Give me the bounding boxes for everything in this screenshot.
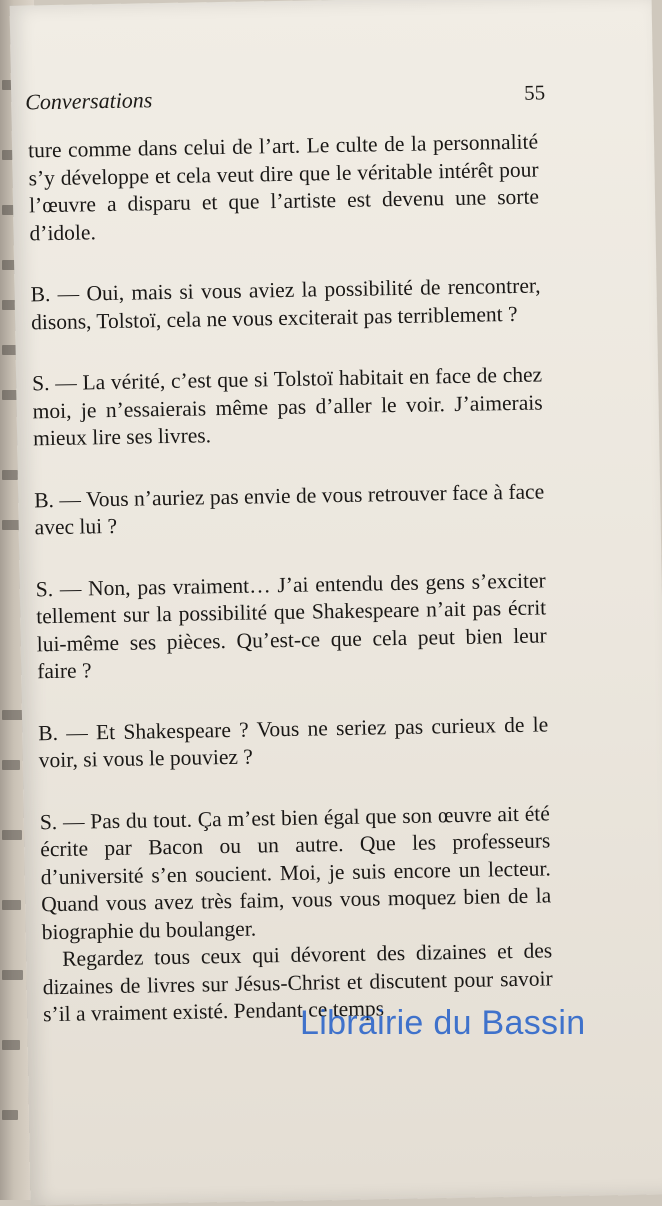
- edge-text-mark: [2, 1040, 20, 1050]
- edge-text-mark: [2, 1110, 18, 1120]
- edge-text-mark: [2, 710, 24, 720]
- paragraph-1: ture comme dans celui de l’art. Le culte de la personnalité s’y développe et cela veut dire que le véritable intérêt pour l’œuvre a disparu et que l’artiste est devenu une sorte d’idole.: [27, 129, 540, 245]
- page-header: [25, 80, 546, 123]
- paragraph-8: Regardez tous ceux qui dévorent des dizaines et des dizaines de livres sur Jésus-Christ et discutent pour savoir s’il a vraiment existé. Pendant ce temps: [42, 938, 553, 1027]
- paragraph-5: S. — Non, pas vraiment… J’ai entendu des gens s’exciter tellement sur la possibilité que Shakespeare n’ait pas écrit lui-même ses pièces. Qu’est-ce que cela peut bien leur faire ?: [35, 567, 547, 684]
- watermark-text: Librairie du Bassin: [300, 1004, 586, 1042]
- paragraph-3: S. — La vérité, c’est que si Tolstoï habitait en face de chez moi, je n’essaierais même pas d’aller le voir. J’aimerais mieux lire ses livres.: [31, 362, 543, 451]
- paragraph-2: B. — Oui, mais si vous aviez la possibilité de rencontrer, disons, Tolstoï, cela ne vous exciterait pas terriblement ?: [30, 273, 541, 334]
- edge-text-mark: [2, 830, 22, 840]
- running-title: Conversations: [25, 87, 153, 115]
- page-body-text: [28, 128, 554, 1067]
- paragraph-7: S. — Pas du tout. Ça m’est bien égal que son œuvre ait été écrite par Bacon ou un autre. Que les professeurs d’université s’en soucient. Moi, je suis encore un lecteur. Quand vous avez très faim, vous vous moquez bien de la biographie du boulanger.: [39, 800, 552, 944]
- paragraph-4: B. — Vous n’auriez pas envie de vous retrouver face à face avec lui ?: [33, 478, 545, 540]
- edge-text-mark: [2, 760, 20, 770]
- edge-text-mark: [2, 970, 23, 980]
- edge-text-mark: [2, 900, 21, 910]
- paragraph-6: B. — Et Shakespeare ? Vous ne seriez pas curieux de le voir, si vous le pouviez ?: [38, 711, 549, 773]
- page-number: 55: [523, 80, 546, 105]
- edge-text-mark: [2, 470, 18, 480]
